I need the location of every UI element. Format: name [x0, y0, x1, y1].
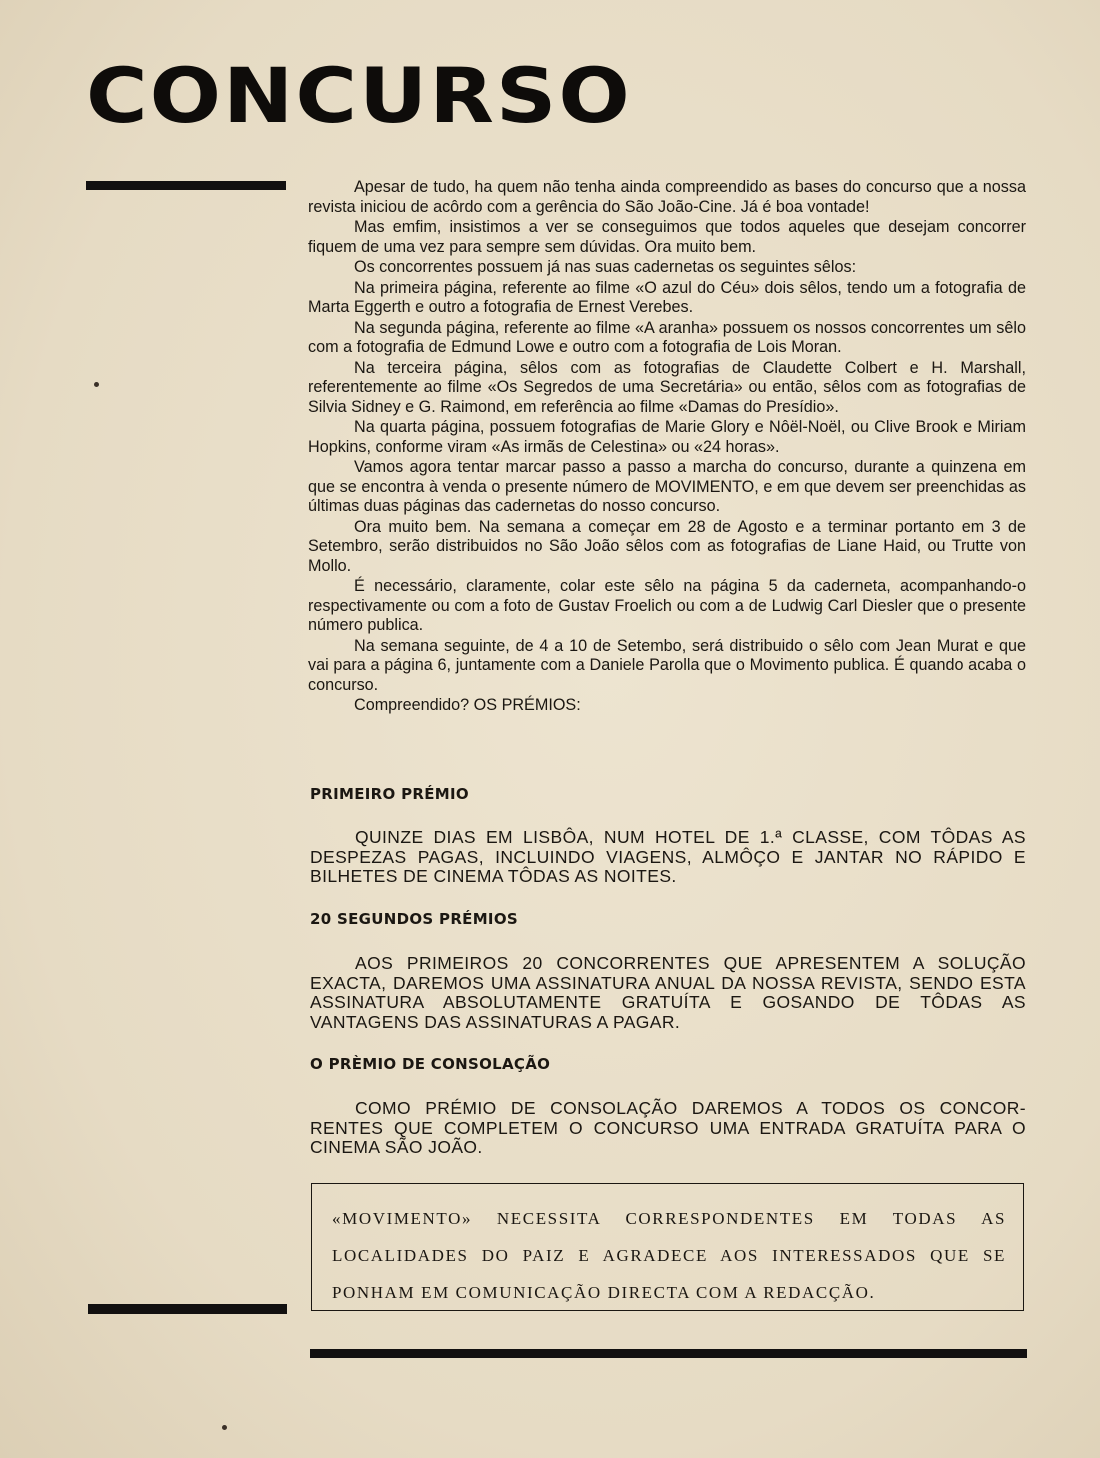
- second-prize-text: [310, 954, 1026, 1032]
- second-prize-text-content: AOS PRIMEIROS 20 CONCORRENTES QUE APRESENTEM A SOLUÇÃO EXACTA, DAREMOS UMA ASSINATURA ANUAL DA NOSSA REVISTA, SENDO ESTA ASSINATURA ABSOLUTAMENTE GRATUÍTA E GOSANDO DE TÔDAS AS VANTAGENS DAS ASSINATURAS A PAGAR.: [310, 953, 1026, 1032]
- decorative-rule-top-left: [86, 181, 286, 190]
- paragraph: Os concorrentes possuem já nas suas cadernetas os seguintes sêlos:: [354, 258, 857, 276]
- paragraph: Vamos agora tentar marcar passo a passo a marcha do concurso, durante a quinzena em que se encontra à venda o presente número de MOVIMENTO, e em que devem ser preenchidas as últimas duas páginas das cadernetas do nosso concurso.: [308, 458, 1026, 515]
- paragraph: Mas emfim, insistimos a ver se conseguimos que todos aqueles que desejam concorrer fiquem de uma vez para sempre sem dúvidas. Ora muito bem.: [308, 218, 1026, 256]
- second-prize-heading: 20 SEGUNDOS PRÉMIOS: [310, 910, 518, 928]
- paragraph: Ora muito bem. Na semana a começar em 28 de Agosto e a terminar portanto em 3 de Setembro, serão distribuidos no São João sêlos com as fotografias de Liane Haid, ou Trutte von Mollo.: [308, 517, 1026, 575]
- first-prize-text-content: QUINZE DIAS EM LISBÔA, NUM HOTEL DE 1.ª CLASSE, COM TÔDAS AS DESPEZAS PAGAS, INCLUINDO VIAGENS, ALMÔÇO E JANTAR NO RÁPIDO E BILHETES DE CINEMA TÔDAS AS NOITES.: [310, 827, 1026, 886]
- first-prize-text: [310, 828, 1026, 887]
- consolation-prize-text-content: COMO PRÉMIO DE CONSOLAÇÃO DAREMOS A TODOS OS CONCOR-RENTES QUE COMPLETEM O CONCURSO UMA ENTRADA GRATUÍTA PARA O CINEMA SÃO JOÃO.: [310, 1098, 1026, 1157]
- consolation-prize-heading: O PRÈMIO DE CONSOLAÇÃO: [310, 1055, 551, 1073]
- paragraph: É necessário, claramente, colar este sêlo na página 5 da caderneta, acompanhando-o respectivamente ou com a foto de Gustav Froelich ou com a de Ludwig Carl Diesler que o presente número publica.: [308, 577, 1026, 634]
- notice-box: [311, 1183, 1024, 1311]
- paragraph: Na semana seguinte, de 4 a 10 de Setembo, será distribuido o sêlo com Jean Murat e que vai para a página 6, juntamente com a Daniele Parolla que o Movimento publica. É quando acaba o concurso.: [308, 636, 1026, 694]
- paper-speck: [94, 382, 99, 387]
- paragraph: Na quarta página, possuem fotografias de Marie Glory e Nôël-Noël, ou Clive Brook e Miriam Hopkins, conforme viram «As irmãs de Celestina» ou «24 horas».: [308, 418, 1026, 456]
- notice-text: «MOVIMENTO» NECESSITA CORRESPONDENTES EM TODAS AS LOCALIDADES DO PAIZ E AGRADECE AOS INTERESSADOS QUE SE PONHAM EM COMUNICAÇÃO DIRECTA COM A REDACÇÃO.: [332, 1209, 1006, 1302]
- paragraph: Compreendido? OS PRÉMIOS:: [354, 696, 581, 714]
- first-prize-heading: PRIMEIRO PRÉMIO: [310, 785, 469, 803]
- paragraph: Na terceira página, sêlos com as fotografias de Claudette Colbert e H. Marshall, referentemente ao filme «Os Segredos de uma Secretária» ou então, sêlos com as fotografias de Silvia Sidney e G. Raimond, em referência ao filme «Damas do Presídio».: [308, 358, 1026, 416]
- paper-speck: [222, 1425, 227, 1430]
- paragraph: Na segunda página, referente ao filme «A aranha» possuem os nossos concorrentes um sêlo com a fotografia de Edmund Lowe e outro com a fotografia de Lois Moran.: [308, 318, 1026, 356]
- article-body: [308, 178, 1026, 717]
- consolation-prize-text: [310, 1099, 1026, 1158]
- paragraph: Na primeira página, referente ao filme «O azul do Céu» dois sêlos, tendo um a fotografia de Marta Eggerth e outro a fotografia de Ernest Verebes.: [308, 278, 1026, 316]
- paragraph: Apesar de tudo, ha quem não tenha ainda compreendido as bases do concurso que a nossa revista iniciou de acôrdo com a gerência do São João-Cine. Já é boa vontade!: [308, 178, 1026, 216]
- decorative-rule-bottom: [310, 1349, 1027, 1358]
- decorative-rule-bottom-left: [88, 1304, 287, 1314]
- page-title: CONCURSO: [86, 51, 632, 140]
